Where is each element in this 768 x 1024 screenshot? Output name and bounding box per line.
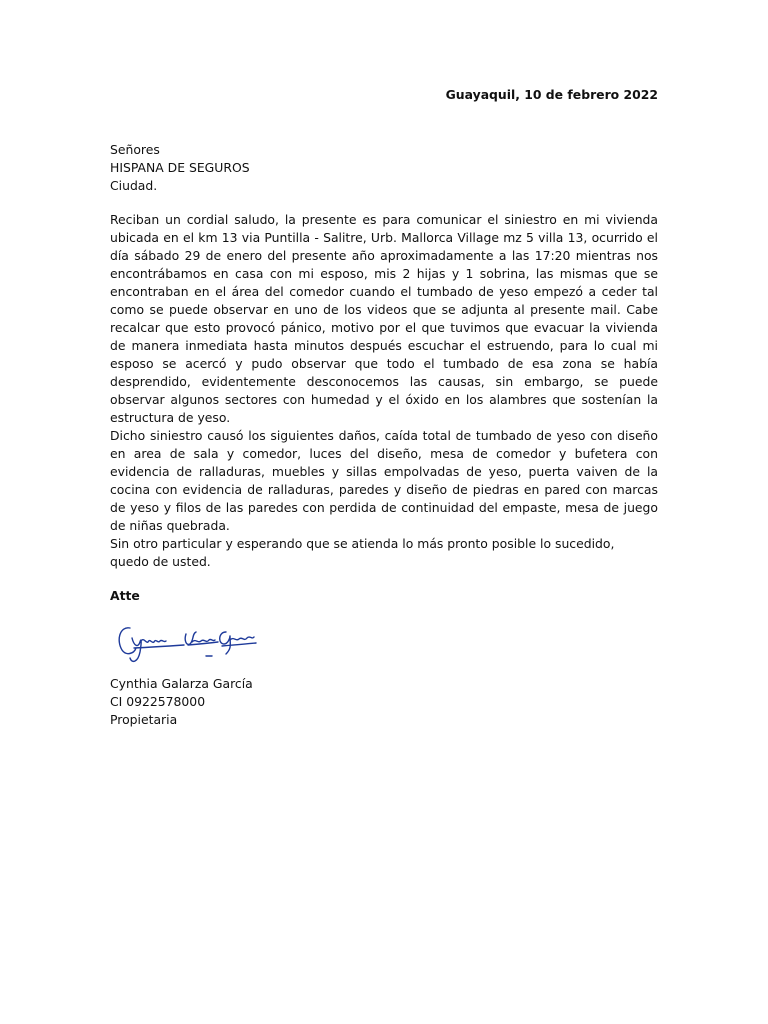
sign-off: Atte <box>110 588 140 603</box>
body-paragraph-incident: Reciban un cordial saludo, la presente es para comunicar el siniestro en mi vivienda ubicada en el km 13 via Puntilla - Salitre, Urb. Mallorca Village mz 5 villa 13, ocurrido el día sábado 29 de enero del presente año aproximadamente a las 17:20 mientras nos encontrábamos en casa con mi esposo, mis 2 hijas y 1 sobrina, las mismas que se encontraban en el área del comedor cuando el tumbado de yeso empezó a ceder tal como se puede observar en uno de los videos que se adjunta al presente mail. Cabe recalcar que esto provocó pánico, motivo por el que tuvimos que evacuar la vivienda de manera inmediata hasta minutos después escuchar el estruendo, para lo cual mi esposo se acercó y pudo observar que todo el tumbado de esa zona se había desprendido, evidentemente desconocemos las causas, sin embargo, se puede observar algunos sectores con humedad y el óxido en los alambres que sostenían la estructura de yeso. <box>110 212 658 425</box>
signer-block <box>110 675 253 729</box>
handwritten-signature <box>114 618 260 672</box>
letter-body <box>110 211 658 571</box>
recipient-address <box>110 141 250 195</box>
salutation: Señores <box>110 142 160 157</box>
recipient-city: Ciudad. <box>110 178 158 193</box>
signer-name: Cynthia Galarza García <box>110 676 253 691</box>
signer-id: CI 0922578000 <box>110 694 206 709</box>
letter-date: Guayaquil, 10 de febrero 2022 <box>445 87 658 102</box>
closing-line: Sin otro particular y esperando que se atienda lo más pronto posible lo sucedido, <box>110 536 615 551</box>
body-paragraph-damages: Dicho siniestro causó los siguientes daños, caída total de tumbado de yeso con diseño en area de sala y comedor, luces del diseño, mesa de comedor y bufetera con evidencia de ralladuras, muebles y sillas empolvadas de yeso, puerta vaiven de la cocina con evidencia de ralladuras, paredes y diseño de piedras en pared con marcas de yeso y filos de las paredes con perdida de continuidad del empaste, mesa de juego de niñas quebrada. <box>110 428 658 533</box>
closing-line-2: quedo de usted. <box>110 554 211 569</box>
recipient-name: HISPANA DE SEGUROS <box>110 160 250 175</box>
signer-role: Propietaria <box>110 712 178 727</box>
